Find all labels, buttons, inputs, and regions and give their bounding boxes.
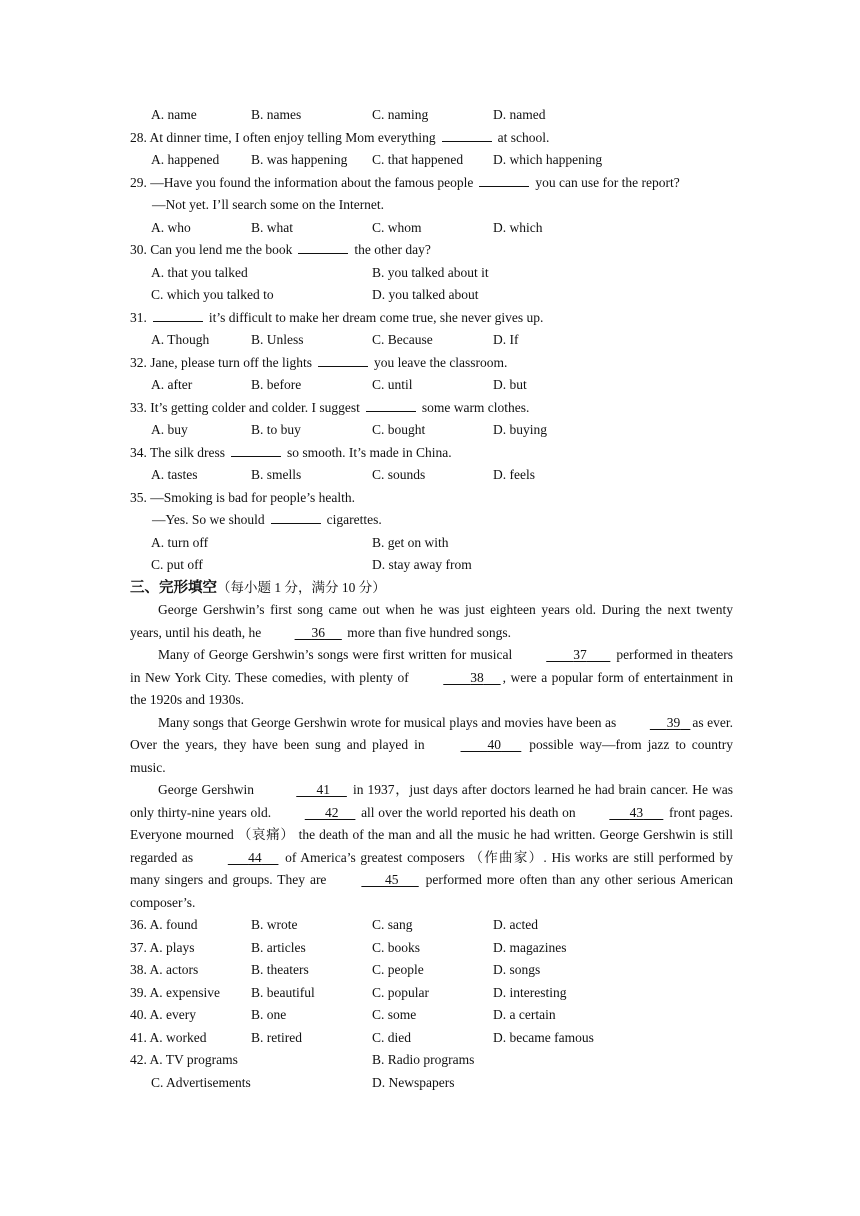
blank-number: 43 (629, 804, 644, 820)
q29-option-d: D. which (493, 219, 543, 235)
q34-stem-pre: 34. The silk dress (130, 444, 225, 460)
blank-39 (620, 712, 693, 735)
blank-number: 37 (573, 647, 587, 662)
q32-option-a: A. after (151, 377, 193, 392)
passage-text: more than five hundred songs. (347, 624, 512, 640)
passage-text: Many songs that George Gershwin wrote for musical plays and movies have been as (158, 714, 617, 730)
q31-option-d: D. If (493, 332, 519, 347)
q31-stem-post: it’s difficult to make her dream come true, she never gives up. (208, 309, 544, 325)
answer-option-b: B. one (251, 1007, 287, 1022)
q30-stem-pre: 30. Can you lend me the book (130, 242, 293, 257)
q33-option-d: D. buying (493, 422, 547, 437)
blank-43 (579, 802, 665, 825)
q29-stem-pre: 29. —Have you found the information about the famous people (130, 174, 474, 190)
q33-stem-pre: 33. It’s getting colder and colder. I suggest (130, 399, 360, 415)
answer-option-c: C. books (372, 939, 421, 955)
passage-text: Many of George Gershwin’s songs were first written for musical (158, 647, 513, 662)
q32-option-b: B. before (251, 377, 302, 392)
q35-options-row2 (130, 554, 733, 577)
blank-number: 42 (325, 804, 339, 820)
q32-stem (130, 352, 733, 375)
passage-paragraph-4 (130, 779, 733, 914)
q35-reply-pre: —Yes. So we should (152, 512, 265, 527)
q33-stem (130, 397, 733, 420)
q34-options (130, 464, 733, 487)
q29-option-a: A. who (151, 219, 191, 235)
q32-blank (318, 354, 368, 367)
answer-option-b: B. articles (251, 939, 306, 955)
q28-option-d: D. which happening (493, 152, 603, 167)
q35-option-d: D. stay away from (372, 557, 472, 572)
q29-blank (479, 174, 529, 187)
passage-text: as ever. Over the years, they have been sung and played in (130, 714, 734, 752)
q28-stem (130, 127, 733, 150)
q30-option-a: A. that you talked (151, 264, 248, 280)
q30-blank (298, 241, 348, 254)
q32-stem-pre: 32. Jane, please turn off the lights (130, 354, 312, 370)
q42-option-a: 42. A. TV programs (130, 1052, 238, 1067)
q33-options (130, 419, 733, 442)
q31-stem (130, 307, 733, 330)
q28-blank (442, 129, 492, 142)
passage-text: front pages. Everyone mourned （哀痛） the death of the man and all the music he had written. George Gershwin is still regarded as (130, 804, 734, 865)
q34-option-c: C. sounds (372, 467, 426, 482)
answer-option-b: B. retired (251, 1029, 302, 1045)
q29-options (130, 217, 733, 240)
answer-option-d: D. songs (493, 962, 541, 977)
answer-option-d: D. became famous (493, 1029, 594, 1045)
q42-option-d: D. Newspapers (372, 1074, 455, 1090)
exam-page (130, 104, 733, 1094)
passage-text: , were a popular form of entertainment in the 1920s and 1930s. (130, 669, 734, 707)
q34-option-a: A. tastes (151, 467, 198, 482)
passage-text: possible way—from jazz to country music. (130, 737, 734, 775)
answer-row (130, 1027, 733, 1050)
q35-reply-post: cigarettes. (326, 512, 382, 527)
answer-option-a: 38. A. actors (130, 962, 199, 977)
q29-option-b: B. what (251, 219, 293, 235)
section-heading (130, 577, 733, 600)
passage-text: George Gershwin’s first song came out when he was just eighteen years old. During the next twenty years, until his death, he (130, 602, 733, 640)
answer-options (130, 914, 733, 1049)
q29-stem-post: you can use for the report? (535, 174, 680, 190)
blank-40 (431, 734, 524, 757)
q30-option-b: B. you talked about it (372, 264, 489, 280)
q27-option-b: B. names (251, 107, 302, 122)
answer-option-b: B. theaters (251, 962, 309, 977)
q34-option-d: D. feels (493, 467, 535, 482)
answer-option-a: 40. A. every (130, 1007, 196, 1022)
q34-blank (231, 444, 281, 457)
passage-text: George Gershwin (158, 782, 255, 797)
q32-option-c: C. until (372, 377, 413, 392)
q42-options-row2 (130, 1072, 733, 1095)
q30-stem (130, 239, 733, 262)
blank-number: 40 (487, 737, 502, 752)
q30-options-row2 (130, 284, 733, 307)
answer-row (130, 959, 733, 982)
q33-blank (366, 399, 416, 412)
blank-45 (331, 869, 420, 892)
answer-option-a: 39. A. expensive (130, 984, 220, 1000)
q35-blank (271, 511, 321, 524)
q33-option-b: B. to buy (251, 422, 301, 437)
q33-option-a: A. buy (151, 422, 188, 437)
passage-paragraph-1 (130, 599, 733, 644)
answer-row (130, 1004, 733, 1027)
blank-38 (413, 667, 502, 690)
answer-option-c: C. died (372, 1029, 411, 1045)
q42-option-c: C. Advertisements (151, 1074, 251, 1090)
blank-37 (516, 644, 612, 667)
q35-options-row1 (130, 532, 733, 555)
q28-option-b: B. was happening (251, 152, 348, 167)
q28-option-a: A. happened (151, 152, 220, 167)
q32-options (130, 374, 733, 397)
blank-number: 45 (384, 872, 399, 887)
section-title: 三、完形填空 (130, 579, 217, 596)
blank-number: 44 (248, 849, 262, 865)
q29-option-c: C. whom (372, 219, 422, 235)
q27-option-c: C. naming (372, 107, 429, 122)
q35-option-a: A. turn off (151, 534, 209, 550)
answer-option-c: C. people (372, 962, 424, 977)
answer-option-c: C. sang (372, 917, 413, 932)
answer-row (130, 982, 733, 1005)
answer-option-d: D. magazines (493, 939, 567, 955)
answer-row (130, 937, 733, 960)
section-scoring-note: （每小题 1 分，满分 10 分） (217, 579, 386, 595)
q32-stem-post: you leave the classroom. (373, 354, 508, 370)
passage-text: of America’s greatest composers （作曲家）. His works are still performed by many singers and groups. They are (130, 849, 734, 887)
q42-options-row1 (130, 1049, 733, 1072)
answer-option-d: D. acted (493, 917, 538, 932)
blank-36 (265, 622, 344, 645)
q31-options (130, 329, 733, 352)
q27-option-d: D. named (493, 107, 546, 122)
q28-stem-pre: 28. At dinner time, I often enjoy telling Mom everything (130, 129, 436, 145)
q29-stem (130, 172, 733, 195)
q27-option-a: A. name (151, 107, 197, 122)
q35-option-b: B. get on with (372, 534, 449, 550)
blank-number: 38 (470, 669, 484, 685)
q42-option-b: B. Radio programs (372, 1052, 475, 1067)
passage-text: all over the world reported his death on (361, 804, 576, 820)
q28-options (130, 149, 733, 172)
answer-option-a: 41. A. worked (130, 1029, 207, 1045)
q31-option-a: A. Though (151, 332, 210, 347)
q35-reply (130, 509, 733, 532)
q31-blank (153, 309, 203, 322)
q30-option-d: D. you talked about (372, 287, 479, 302)
q28-option-c: C. that happened (372, 152, 464, 167)
q33-option-c: C. bought (372, 422, 426, 437)
q31-option-b: B. Unless (251, 332, 304, 347)
passage-text: performed in theaters in New York City. These comedies, with plenty of (130, 647, 734, 685)
blank-number: 39 (666, 714, 681, 730)
passage-text: in 1937，just days after doctors learned he had brain cancer. He was only thirty-nine years old. (130, 782, 734, 820)
q34-stem (130, 442, 733, 465)
blank-44 (198, 847, 281, 870)
answer-option-d: D. interesting (493, 984, 567, 1000)
q30-stem-post: the other day? (354, 242, 431, 257)
q30-option-c: C. which you talked to (151, 287, 274, 302)
answer-option-b: B. wrote (251, 917, 298, 932)
q31-option-c: C. Because (372, 332, 433, 347)
q30-options-row1 (130, 262, 733, 285)
blank-41 (266, 779, 349, 802)
answer-option-d: D. a certain (493, 1007, 556, 1022)
answer-option-a: 36. A. found (130, 917, 198, 932)
q28-stem-post: at school. (497, 129, 550, 145)
q35-option-c: C. put off (151, 557, 203, 572)
blank-42 (275, 802, 358, 825)
blank-number: 41 (316, 782, 330, 797)
q34-option-b: B. smells (251, 467, 302, 482)
q27-options (130, 104, 733, 127)
q34-stem-post: so smooth. It’s made in China. (287, 444, 452, 460)
blank-number: 36 (311, 624, 325, 640)
q32-option-d: D. but (493, 377, 527, 392)
answer-option-b: B. beautiful (251, 984, 315, 1000)
answer-row (130, 914, 733, 937)
q31-stem-pre: 31. (130, 309, 147, 325)
q35-stem: 35. —Smoking is bad for people’s health. (130, 489, 355, 505)
passage-paragraph-3 (130, 712, 733, 780)
answer-option-a: 37. A. plays (130, 939, 195, 955)
passage-text: performed more often than any other serious American composer’s. (130, 872, 733, 910)
answer-option-c: C. popular (372, 984, 429, 1000)
q33-stem-post: some warm clothes. (421, 399, 530, 415)
answer-option-c: C. some (372, 1007, 417, 1022)
passage-paragraph-2 (130, 644, 733, 712)
q29-reply: —Not yet. I’ll search some on the Internet. (152, 197, 385, 212)
